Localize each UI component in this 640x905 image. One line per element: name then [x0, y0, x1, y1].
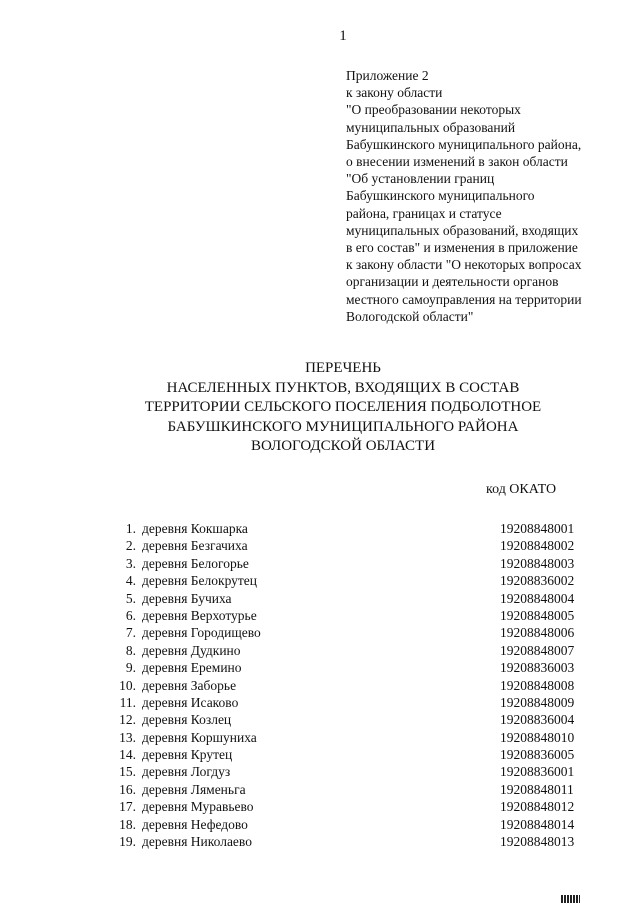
- village-number: 17.: [119, 799, 136, 815]
- okato-code: 19208836004: [500, 712, 575, 728]
- annex-line: района, границах и статусе: [346, 205, 502, 221]
- annex-line: к закону области: [346, 85, 443, 101]
- title-line: ПЕРЕЧЕНЬ: [305, 360, 381, 376]
- village-row: [112, 537, 582, 554]
- village-row: [112, 677, 582, 694]
- okato-code: 19208848004: [500, 590, 575, 606]
- village-number: 2.: [125, 538, 136, 554]
- village-row: [112, 746, 582, 763]
- village-row: [112, 763, 582, 780]
- village-number: 1.: [125, 521, 136, 536]
- okato-code: 19208848013: [500, 834, 575, 850]
- village-number: 18.: [119, 816, 136, 832]
- village-number: 10.: [119, 677, 136, 693]
- annex-line: Бабушкинского муниципального района,: [346, 136, 582, 152]
- village-number: 4.: [125, 573, 136, 589]
- village-name: деревня Нефедово: [142, 816, 248, 832]
- okato-code: 19208836001: [500, 764, 575, 780]
- annex-line: муниципальных образований: [346, 119, 516, 135]
- annex-line: организации и деятельности органов: [346, 274, 559, 290]
- village-row: [112, 572, 582, 589]
- annex-line: Вологодской области": [346, 308, 474, 324]
- village-name: деревня Крутец: [142, 747, 233, 763]
- okato-code-header: код ОКАТО: [486, 482, 557, 497]
- okato-code: 19208848005: [500, 607, 575, 623]
- village-row: [112, 624, 582, 641]
- annex-line: к закону области "О некоторых вопросах: [346, 257, 582, 273]
- village-name: деревня Коршуниха: [142, 729, 257, 745]
- annex-line: о внесении изменений в закон области: [346, 154, 568, 170]
- village-row: [112, 816, 582, 833]
- okato-code: 19208848002: [500, 538, 575, 554]
- village-name: деревня Кокшарка: [142, 521, 248, 536]
- okato-code: 19208848006: [500, 625, 575, 641]
- okato-code: 19208836002: [500, 573, 575, 589]
- village-name: деревня Козлец: [142, 712, 232, 728]
- village-name: деревня Бучиха: [142, 590, 232, 606]
- village-row: [112, 694, 582, 711]
- okato-code: 19208848010: [500, 729, 575, 745]
- village-name: деревня Логдуз: [142, 764, 231, 780]
- annex-line: местного самоуправления на территории: [346, 291, 582, 307]
- okato-code: 19208836003: [500, 660, 575, 676]
- village-row: [112, 555, 582, 572]
- annex-line: в его состав" и изменения в приложение: [346, 240, 578, 256]
- village-row: [112, 798, 582, 815]
- okato-code: 19208848001: [500, 521, 575, 536]
- village-number: 12.: [119, 712, 136, 728]
- village-name: деревня Белокрутец: [142, 573, 258, 589]
- village-number: 19.: [119, 834, 136, 850]
- title-line: НАСЕЛЕННЫХ ПУНКТОВ, ВХОДЯЩИХ В СОСТАВ: [166, 379, 520, 396]
- village-number: 3.: [125, 555, 136, 571]
- village-number: 15.: [119, 764, 136, 780]
- village-row: [112, 711, 582, 728]
- village-name: деревня Николаево: [142, 834, 252, 850]
- village-row: [112, 659, 582, 676]
- annex-line: "О преобразовании некоторых: [346, 102, 521, 118]
- okato-code: 19208836005: [500, 747, 575, 763]
- okato-code: 19208848008: [500, 677, 575, 693]
- annex-line: "Об установлении границ: [346, 171, 495, 187]
- title-line: ВОЛОГОДСКОЙ ОБЛАСТИ: [250, 438, 436, 454]
- okato-code: 19208848014: [500, 816, 575, 832]
- village-row: [112, 520, 582, 537]
- title-line: ТЕРРИТОРИИ СЕЛЬСКОГО ПОСЕЛЕНИЯ ПОДБОЛОТНОЕ: [144, 399, 542, 415]
- village-name: деревня Безгачиха: [142, 538, 248, 554]
- village-number: 5.: [125, 590, 136, 606]
- village-name: деревня Исаково: [142, 694, 239, 710]
- village-row: [112, 590, 582, 607]
- annex-line: муниципальных образований, входящих: [346, 222, 579, 238]
- okato-code: 19208848009: [500, 694, 575, 710]
- village-name: деревня Белогорье: [142, 555, 249, 571]
- village-row: [112, 729, 582, 746]
- village-name: деревня Ляменьга: [142, 781, 246, 797]
- village-number: 6.: [125, 607, 136, 623]
- okato-code: 19208848007: [500, 642, 575, 658]
- document-title: [0, 359, 640, 457]
- village-row: [112, 642, 582, 659]
- okato-code: 19208848003: [500, 555, 575, 571]
- annex-line: Бабушкинского муниципального: [346, 188, 535, 204]
- village-name: деревня Муравьево: [142, 799, 254, 815]
- village-name: деревня Заборье: [142, 677, 237, 693]
- okato-code: 19208848011: [500, 781, 574, 797]
- village-list: [112, 520, 582, 850]
- village-name: деревня Еремино: [142, 660, 242, 676]
- annex-line: Приложение 2: [346, 68, 429, 83]
- okato-code: 19208848012: [500, 799, 575, 815]
- village-number: 8.: [125, 642, 136, 658]
- village-row: [112, 833, 582, 850]
- village-number: 11.: [119, 694, 136, 710]
- village-number: 13.: [119, 729, 136, 745]
- village-number: 14.: [119, 747, 136, 763]
- village-name: деревня Дудкино: [142, 642, 241, 658]
- village-number: 9.: [125, 660, 136, 676]
- page-number: 1: [339, 28, 347, 44]
- village-number: 16.: [119, 781, 136, 797]
- village-name: деревня Верхотурье: [142, 607, 257, 623]
- village-name: деревня Городищево: [142, 625, 261, 641]
- village-number: 7.: [125, 625, 136, 641]
- annex-header: [346, 67, 636, 325]
- village-row: [112, 781, 582, 798]
- scan-barcode-mark: [561, 895, 580, 903]
- title-line: БАБУШКИНСКОГО МУНИЦИПАЛЬНОГО РАЙОНА: [167, 418, 519, 435]
- village-row: [112, 607, 582, 624]
